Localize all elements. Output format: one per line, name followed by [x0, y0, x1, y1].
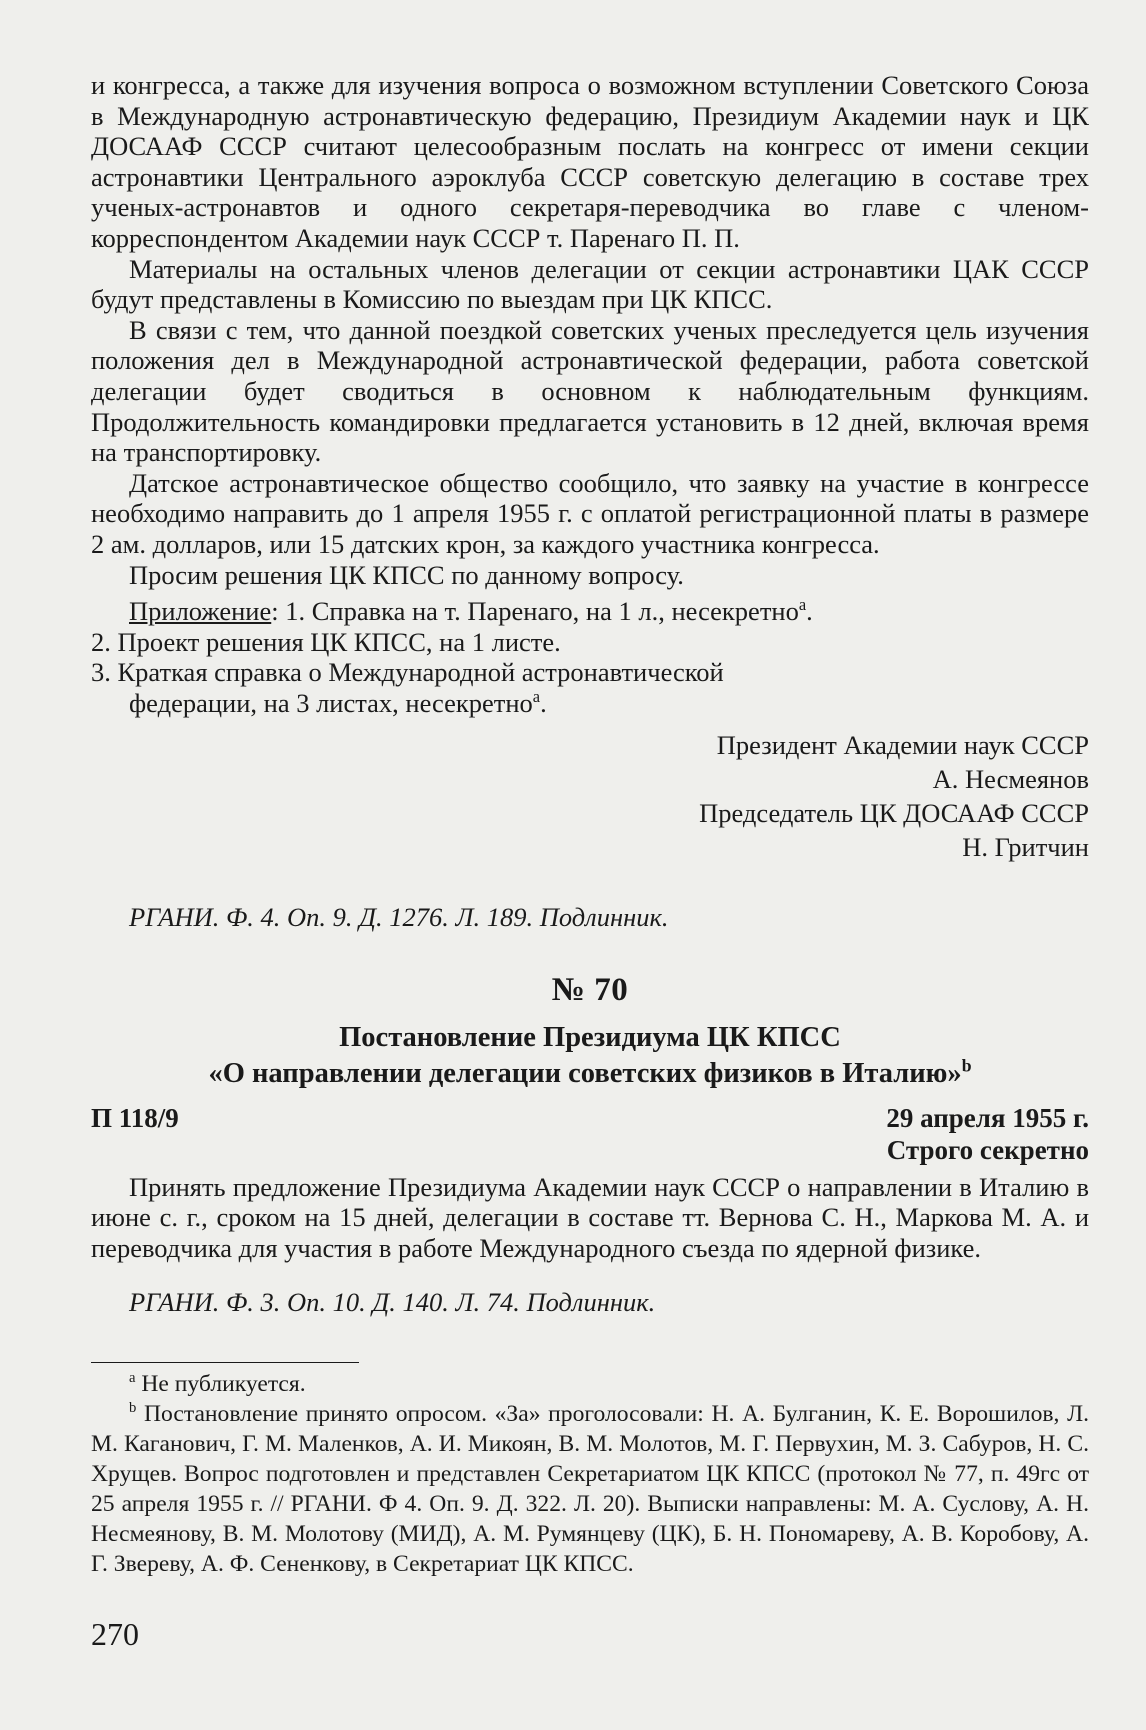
classification-stamp: Строго секретно	[886, 1134, 1089, 1165]
paragraph-delegation-materials: Материалы на остальных членов делегации от секции астронавтики ЦАК СССР будут представлены в Комиссию по выездам при ЦК КПСС.	[91, 253, 1089, 315]
attachment-item-3: 3. Краткая справка о Международной астронавтической	[91, 657, 724, 688]
resolution-text: Принять предложение Президиума Академии наук СССР о направлении в Италию в июне с. г., сроком на 15 дней, делегации в составе тт. Вернова С. Н., Маркова М. А. и переводчика для участия в работе Международного съезда по ядерной физике.	[91, 1171, 1089, 1263]
footnote-mark: а	[798, 595, 807, 615]
archive-reference: РГАНИ. Ф. 3. Оп. 10. Д. 140. Л. 74. Подлинник.	[129, 1287, 656, 1318]
archive-reference: РГАНИ. Ф. 4. Оп. 9. Д. 1276. Л. 189. Подлинник.	[129, 902, 669, 933]
page-number: 270	[91, 1616, 139, 1652]
footnote-divider	[91, 1362, 359, 1363]
footnotes	[91, 1369, 1089, 1579]
attachment-item-1: Приложение: 1. Справка на т. Паренаго, на 1 л., несекретно$^а$.	[129, 595, 813, 627]
paragraph-registration: Датское астронавтическое общество сообщило, что заявку на участие в конгрессе необходимо направить до 1 апреля 1955 г. с оплатой регистрационной платы в размере 2 ам. долларов, или 15 датских крон, за каждого участника конгресса.	[91, 467, 1089, 559]
signatory-name-1: А. Несмеянов	[932, 764, 1089, 795]
signatory-title-2: Председатель ЦК ДОСААФ СССР	[699, 798, 1089, 829]
signature-block	[91, 728, 1089, 864]
document-title: Постановление Президиума ЦК КПСС «О направлении делегации советских физиков в Италию»$^b$	[208, 1021, 972, 1089]
document-meta	[91, 1102, 1089, 1166]
footnote-mark: а	[532, 687, 541, 707]
paragraph-request: Просим решения ЦК КПСС по данному вопросу.	[129, 559, 684, 590]
signatory-name-2: Н. Гритчин	[962, 832, 1089, 863]
intro-paragraph: и конгресса, а также для изучения вопроса о возможном вступлении Советского Союза в Международную астронавтическую федерацию, Президиум Академии наук и ЦК ДОСААФ СССР считают целесообразным послать на конгресс от имени секции астронавтики Центрального аэроклуба СССР советскую делегацию в составе трех ученых-астронавтов и одного секретаря-переводчика во главе с членом-корреспондентом Академии наук СССР т. Паренаго П. П.	[91, 70, 1089, 253]
protocol-number: П 118/9	[91, 1102, 179, 1133]
attachment-item-3-cont: федерации, на 3 листах, несекретно$^а$.	[129, 687, 547, 718]
document-number: № 70	[551, 972, 629, 1009]
page-content	[91, 70, 1089, 1579]
signatory-title-1: Президент Академии наук СССР	[716, 730, 1089, 761]
attachment-item-2: 2. Проект решения ЦК КПСС, на 1 листе.	[91, 626, 561, 657]
footnote-mark: b	[961, 1055, 972, 1076]
attachments-label: Приложение	[129, 596, 272, 627]
document-date: 29 апреля 1955 г.	[886, 1102, 1089, 1133]
attachments-list	[91, 596, 1089, 718]
footnote-b: $^b$ Постановление принято опросом. «За» проголосовали: Н. А. Булганин, К. Е. Ворошилов, Л. М. Каганович, Г. М. Маленков, А. И. Микоян, В. М. Молотов, М. Г. Первухин, М. З. Сабуров, Н. С. Хрущев. Вопрос подготовлен и представлен Секретариатом ЦК КПСС (протокол № 77, п. 49гс от 25 апреля 1955 г. // РГАНИ. Ф 4. Оп. 9. Д. 322. Л. 20). Выписки направлены: М. А. Суслову, А. Н. Несмеянову, В. М. Молотову (МИД), А. М. Румянцеву (ЦК), Б. Н. Пономареву, А. В. Коробову, А. Г. Звереву, А. Ф. Сененкову, в Секретариат ЦК КПСС.	[91, 1400, 1089, 1578]
footnote-a: $^a$ Не публикуется.	[129, 1370, 306, 1398]
paragraph-trip-purpose: В связи с тем, что данной поездкой советских ученых преследуется цель изучения положения дел в Международной астронавтической федерации, работа советской делегации будет сводиться в основном к наблюдательным функциям. Продолжительность командировки предлагается установить в 12 дней, включая время на транспортировку.	[91, 314, 1089, 468]
